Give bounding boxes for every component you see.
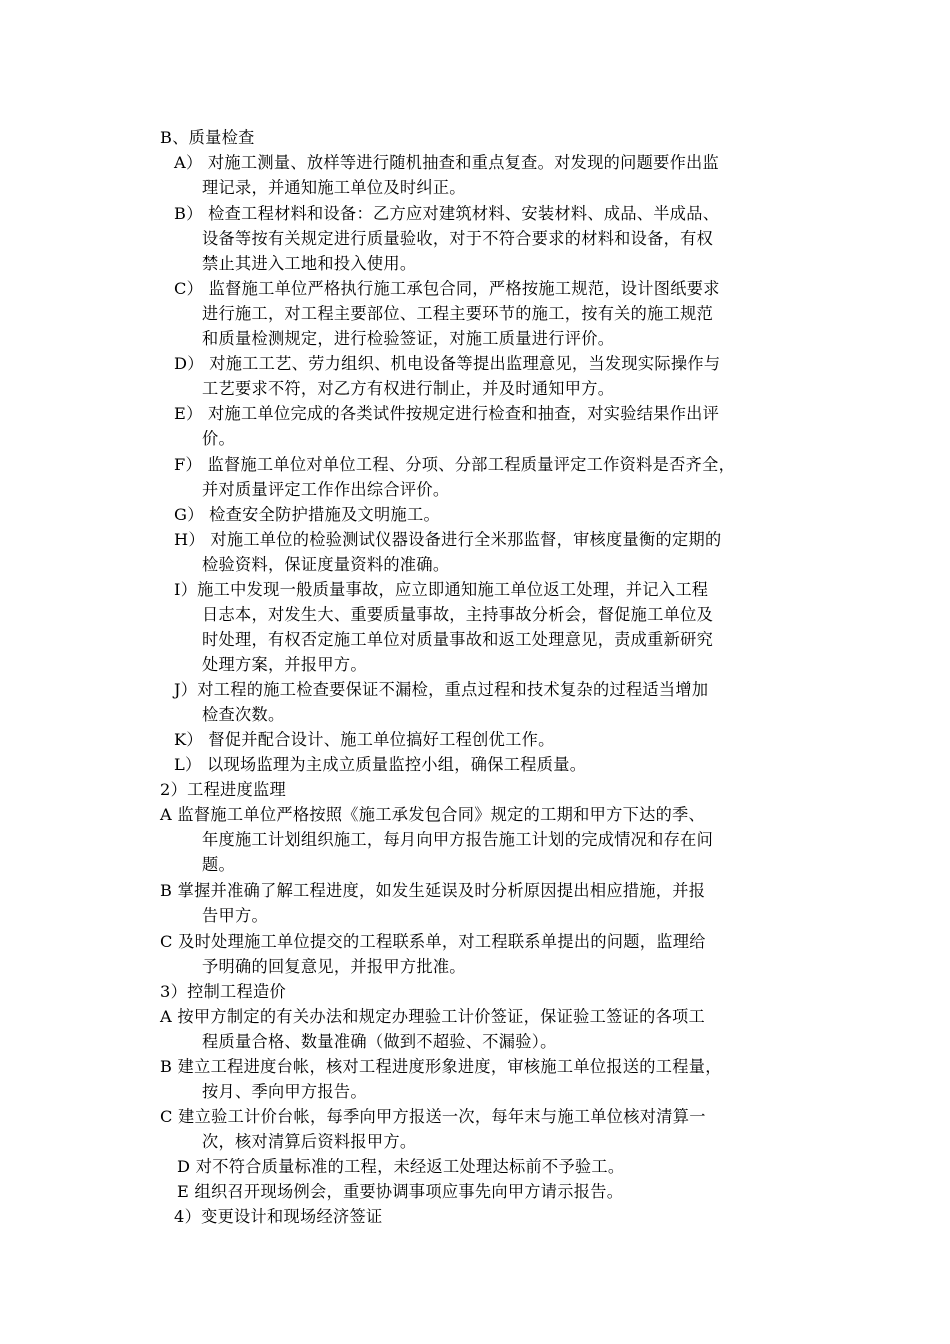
list-item-line: 按月、季向甲方报告。 [202, 1082, 367, 1101]
list-item-line: J）对工程的施工检查要保证不漏检，重点过程和技术复杂的过程适当增加 [174, 680, 709, 699]
list-item-line: 并对质量评定工作作出综合评价。 [202, 480, 450, 499]
list-item-line: 和质量检测规定，进行检验签证，对施工质量进行评价。 [202, 329, 615, 348]
list-item-line: 检查次数。 [202, 705, 285, 724]
list-item-line: E 组织召开现场例会，重要协调事项应事先向甲方请示报告。 [177, 1182, 624, 1201]
list-item-line: G） 检查安全防护措施及文明施工。 [174, 505, 440, 524]
list-item-line: 检验资料，保证度量资料的准确。 [202, 555, 450, 574]
list-item-line: 进行施工，对工程主要部位、工程主要环节的施工，按有关的施工规范 [202, 304, 714, 323]
list-item-line: 时处理，有权否定施工单位对质量事故和返工处理意见，责成重新研究 [202, 630, 714, 649]
list-item-line: F） 监督施工单位对单位工程、分项、分部工程质量评定工作资料是否齐全， [174, 455, 736, 474]
list-item-line: 次，核对清算后资料报甲方。 [202, 1132, 417, 1151]
list-item-line: E） 对施工单位完成的各类试件按规定进行检查和抽查，对实验结果作出评 [174, 404, 720, 423]
list-item-line: 理记录，并通知施工单位及时纠正。 [202, 178, 466, 197]
list-item-line: C 及时处理施工单位提交的工程联系单，对工程联系单提出的问题，监理给 [160, 932, 706, 951]
section-heading-quality-check: B、质量检查 [160, 128, 255, 147]
section-heading-cost: 3）控制工程造价 [160, 982, 287, 1001]
list-item-line: 设备等按有关规定进行质量验收，对于不符合要求的材料和设备，有权 [202, 229, 714, 248]
list-item-line: 告甲方。 [202, 906, 268, 925]
list-item-line: 工艺要求不符，对乙方有权进行制止，并及时通知甲方。 [202, 379, 615, 398]
list-item-line: C） 监督施工单位严格执行施工承包合同，严格按施工规范，设计图纸要求 [174, 279, 720, 298]
list-item-line: D） 对施工工艺、劳力组织、机电设备等提出监理意见，当发现实际操作与 [174, 354, 721, 373]
list-item-line: B 建立工程进度台帐，核对工程进度形象进度，审核施工单位报送的工程量， [160, 1057, 722, 1076]
list-item-line: B 掌握并准确了解工程进度，如发生延误及时分析原因提出相应措施，并报 [160, 881, 706, 900]
list-item-line: 价。 [202, 429, 235, 448]
list-item-line: 日志本，对发生大、重要质量事故，主持事故分析会，督促施工单位及 [202, 605, 714, 624]
list-item-line: C 建立验工计价台帐，每季向甲方报送一次，每年末与施工单位核对清算一 [160, 1107, 706, 1126]
section-heading-change: 4）变更设计和现场经济签证 [174, 1207, 383, 1226]
list-item-line: B） 检查工程材料和设备：乙方应对建筑材料、安装材料、成品、半成品、 [174, 204, 720, 223]
list-item-line: 禁止其进入工地和投入使用。 [202, 254, 417, 273]
section-heading-progress: 2）工程进度监理 [160, 780, 287, 799]
list-item-line: 处理方案，并报甲方。 [202, 655, 367, 674]
list-item-line: I）施工中发现一般质量事故，应立即通知施工单位返工处理，并记入工程 [174, 580, 709, 599]
list-item-line: 予明确的回复意见，并报甲方批准。 [202, 957, 466, 976]
list-item-line: 程质量合格、数量准确（做到不超验、不漏验）。 [202, 1032, 557, 1051]
list-item-line: A） 对施工测量、放样等进行随机抽查和重点复查。对发现的问题要作出监 [174, 153, 720, 172]
list-item-line: 题。 [202, 855, 235, 874]
list-item-line: 年度施工计划组织施工，每月向甲方报告施工计划的完成情况和存在问 [202, 830, 714, 849]
list-item-line: K） 督促并配合设计、施工单位搞好工程创优工作。 [174, 730, 555, 749]
list-item-line: D 对不符合质量标准的工程，未经返工处理达标前不予验工。 [177, 1157, 625, 1176]
list-item-line: A 监督施工单位严格按照《施工承发包合同》规定的工期和甲方下达的季、 [160, 805, 706, 824]
list-item-line: H） 对施工单位的检验测试仪器设备进行全米那监督，审核度量衡的定期的 [174, 530, 722, 549]
list-item-line: A 按甲方制定的有关办法和规定办理验工计价签证，保证验工签证的各项工 [160, 1007, 706, 1026]
list-item-line: L） 以现场监理为主成立质量监控小组，确保工程质量。 [174, 755, 587, 774]
